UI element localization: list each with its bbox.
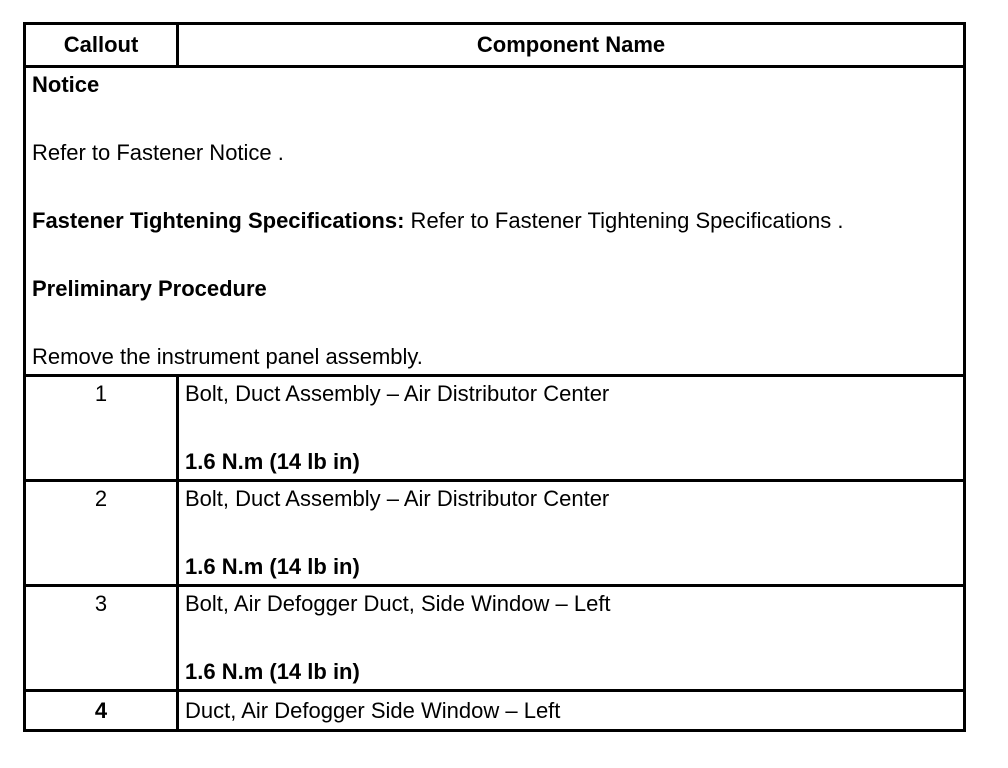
table-row <box>25 691 965 731</box>
callout-number: 3 <box>25 586 178 691</box>
component-name: Bolt, Duct Assembly – Air Distributor Center <box>185 381 610 406</box>
component-name-header: Component Name <box>178 24 965 67</box>
table-row <box>25 481 965 586</box>
fastener-spec-text: Refer to Fastener Tightening Specifications . <box>404 208 844 233</box>
table-row <box>25 586 965 691</box>
table-row <box>25 376 965 481</box>
component-cell <box>178 481 965 586</box>
preliminary-text: Remove the instrument panel assembly. <box>32 344 423 369</box>
torque-spec: 1.6 N.m (14 lb in) <box>185 554 360 579</box>
notice-cell <box>25 67 965 376</box>
torque-spec: 1.6 N.m (14 lb in) <box>185 449 360 474</box>
torque-spec: 1.6 N.m (14 lb in) <box>185 659 360 684</box>
fastener-notice-text: Refer to Fastener Notice . <box>32 140 284 165</box>
callout-number: 4 <box>25 691 178 731</box>
component-name: Bolt, Duct Assembly – Air Distributor Center <box>185 486 610 511</box>
fastener-spec-paragraph <box>32 204 957 238</box>
component-name: Bolt, Air Defogger Duct, Side Window – Left <box>185 591 611 616</box>
callout-header: Callout <box>25 24 178 67</box>
component-table <box>23 22 966 732</box>
component-name: Duct, Air Defogger Side Window – Left <box>178 691 965 731</box>
component-cell <box>178 376 965 481</box>
callout-number: 2 <box>25 481 178 586</box>
component-cell <box>178 586 965 691</box>
notice-row <box>25 67 965 376</box>
header-row <box>25 24 965 67</box>
notice-heading: Notice <box>32 72 100 97</box>
callout-number: 1 <box>25 376 178 481</box>
fastener-spec-label: Fastener Tightening Specifications: <box>32 208 405 233</box>
preliminary-heading: Preliminary Procedure <box>32 276 267 301</box>
